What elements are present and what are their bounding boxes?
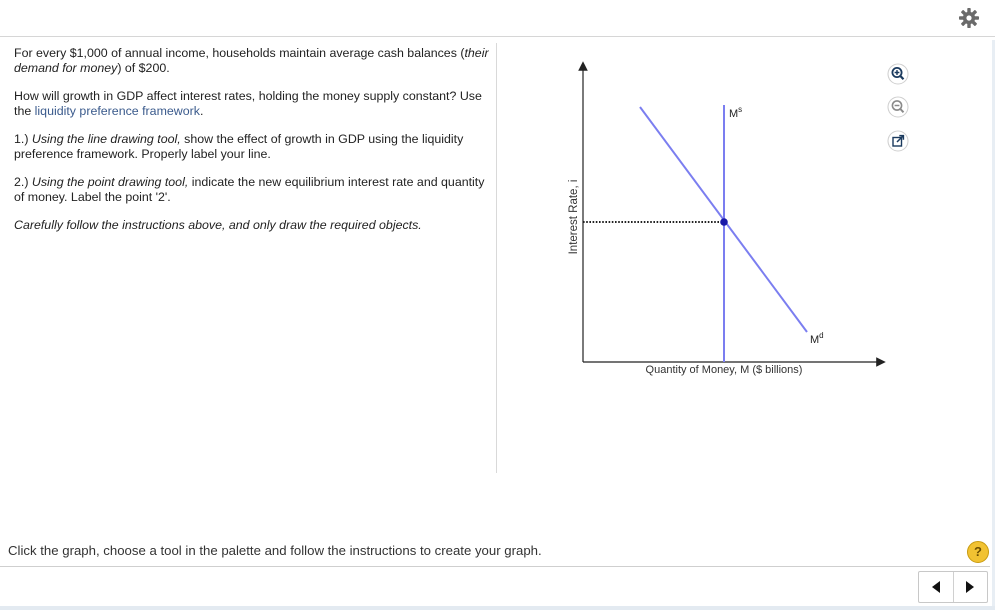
instruction-paragraph-1: For every $1,000 of annual income, households maintain average cash balances (their demand for money) of $200. bbox=[14, 46, 489, 75]
help-icon[interactable]: ? bbox=[967, 541, 989, 563]
liquidity-preference-link[interactable]: liquidity preference framework bbox=[34, 104, 200, 118]
instruction-paragraph-3: 1.) Using the line drawing tool, show the effect of growth in GDP using the liquidity preference framework. Properly label your line. bbox=[14, 132, 464, 161]
next-arrow-icon bbox=[965, 581, 975, 593]
money-supply-label: $M^s$ bbox=[729, 105, 743, 120]
graph-canvas[interactable] bbox=[548, 55, 893, 385]
zoom-out-icon[interactable] bbox=[887, 96, 909, 118]
instructions-panel bbox=[14, 46, 492, 246]
instruction-paragraph-4: 2.) Using the point drawing tool, indicate the new equilibrium interest rate and quantity of money. Label the point '2'. bbox=[14, 175, 485, 204]
instruction-paragraph-2: How will growth in GDP affect interest rates, holding the money supply constant? Use the liquidity preference framework. bbox=[14, 89, 482, 118]
x-axis-label: Quantity of Money, M ($ billions) bbox=[645, 364, 803, 376]
pane-divider bbox=[496, 43, 497, 473]
zoom-in-icon[interactable] bbox=[887, 63, 909, 85]
prev-arrow-icon bbox=[931, 581, 941, 593]
gear-icon[interactable] bbox=[957, 6, 981, 30]
y-axis-label: Interest Rate, i bbox=[568, 179, 580, 255]
instruction-paragraph-5: Carefully follow the instructions above, and only draw the required objects. bbox=[14, 218, 422, 232]
equilibrium-point[interactable] bbox=[720, 218, 728, 226]
question-navigation bbox=[918, 571, 988, 603]
bottom-edge-strip bbox=[0, 606, 995, 610]
next-button[interactable] bbox=[954, 572, 988, 602]
top-divider bbox=[0, 36, 995, 37]
graph-help-message: Click the graph, choose a tool in the palette and follow the instructions to create your graph. bbox=[8, 543, 542, 558]
expand-icon[interactable] bbox=[887, 130, 909, 152]
money-demand-label: $M^d$ bbox=[810, 331, 824, 346]
bottom-divider bbox=[0, 566, 990, 567]
prev-button[interactable] bbox=[919, 572, 953, 602]
